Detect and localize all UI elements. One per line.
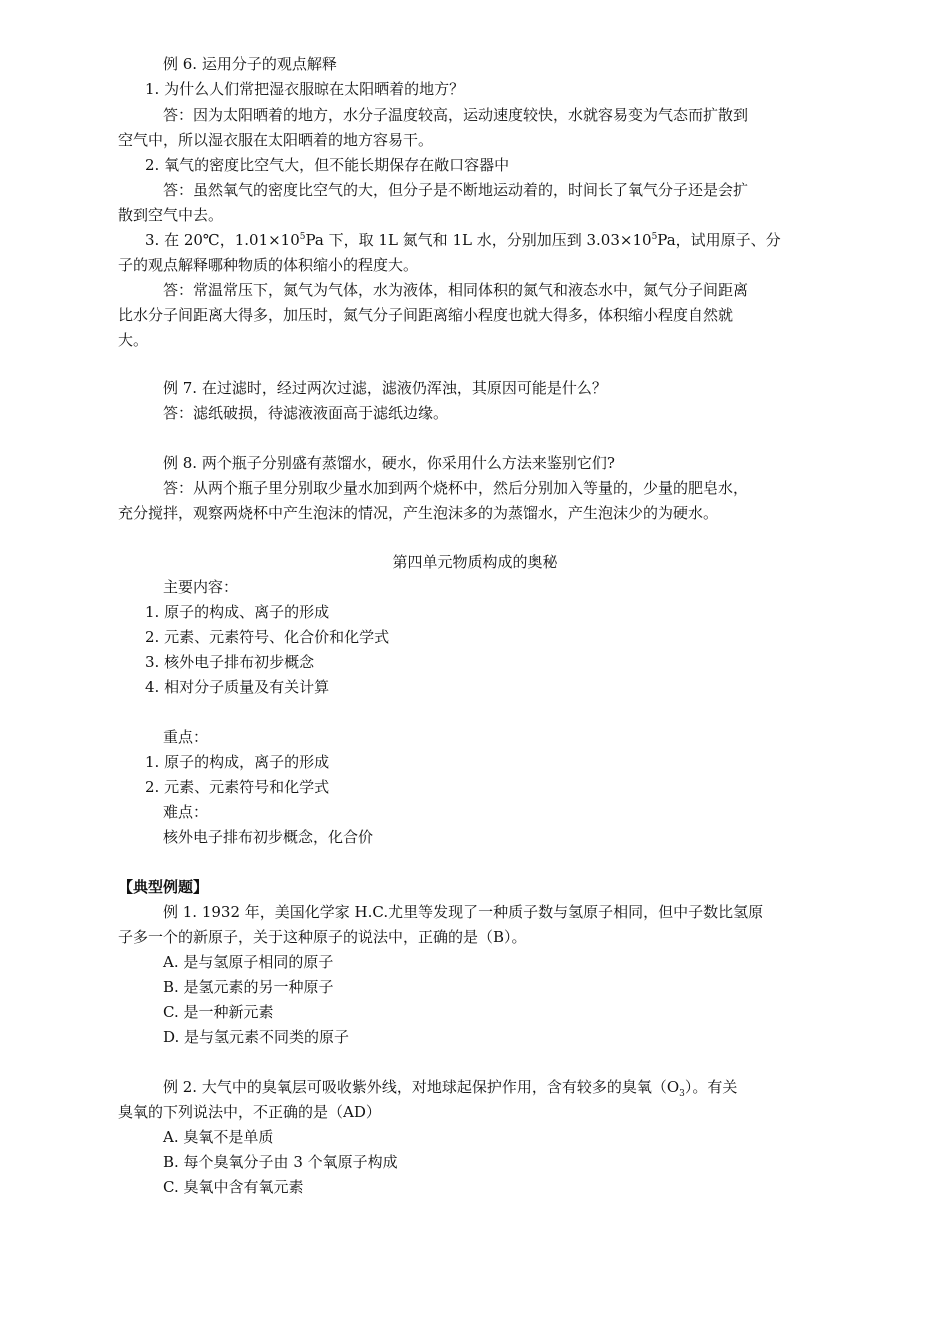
typical-examples-heading: 【典型例题】 xyxy=(118,878,209,896)
example-2-option: A. 臭氧不是单质 xyxy=(163,1128,274,1146)
q3-exponent-2: 5 xyxy=(651,232,658,242)
example-6-answer-3-line-2: 比水分子间距离大得多，加压时，氮气分子间距离缩小程度也就大得多，体积缩小程度自然就 xyxy=(118,306,734,324)
q3-text-c: Pa，试用原子、分 xyxy=(657,231,781,249)
example-7-answer: 答：滤纸破损，待滤液液面高于滤纸边缘。 xyxy=(163,404,449,422)
example-1-option: D. 是与氢元素不同类的原子 xyxy=(163,1028,350,1046)
difficult-points-text: 核外电子排布初步概念，化合价 xyxy=(163,828,374,846)
example-2-option: B. 每个臭氧分子由 3 个氧原子构成 xyxy=(163,1153,398,1171)
ozone-subscript: 3 xyxy=(679,1089,685,1099)
q3-exponent-1: 5 xyxy=(299,232,306,242)
example-6-question-3-line-1 xyxy=(145,228,781,253)
difficult-points-label: 难点： xyxy=(163,803,209,821)
example-8-answer-line-2: 充分搅拌，观察两烧杯中产生泡沫的情况，产生泡沫多的为蒸馏水，产生泡沫少的为硬水。 xyxy=(118,504,719,522)
example-7-question: 例 7. 在过滤时，经过两次过滤，滤液仍浑浊，其原因可能是什么？ xyxy=(163,379,607,397)
typical-example-1-line-2: 子多一个的新原子，关于这种原子的说法中，正确的是（B）。 xyxy=(118,928,527,946)
example-8-answer-line-1: 答：从两个瓶子里分别取少量水加到两个烧杯中，然后分别加入等量的，少量的肥皂水， xyxy=(163,479,749,497)
key-point-item: 1. 原子的构成，离子的形成 xyxy=(145,753,330,771)
example-6-question-2: 2. 氧气的密度比空气大，但不能长期保存在敞口容器中 xyxy=(145,156,510,174)
example-8-question: 例 8. 两个瓶子分别盛有蒸馏水，硬水，你采用什么方法来鉴别它们? xyxy=(163,454,615,472)
example-6-question-1: 1. 为什么人们常把湿衣服晾在太阳晒着的地方？ xyxy=(145,80,465,98)
typical-example-1-line-1: 例 1. 1932 年，美国化学家 H.C.尤里等发现了一种质子数与氢原子相同，但中子数比氢原 xyxy=(163,903,764,921)
typical-example-2-line-1 xyxy=(163,1075,737,1100)
unit-4-title: 第四单元物质构成的奥秘 xyxy=(392,553,558,571)
key-point-item: 2. 元素、元素符号和化学式 xyxy=(145,778,330,796)
example-6-answer-2-line-1: 答：虽然氧气的密度比空气的大，但分子是不断地运动着的，时间长了氧气分子还是会扩 xyxy=(163,181,749,199)
example-6-question-3-line-2: 子的观点解释哪种物质的体积缩小的程度大。 xyxy=(118,256,419,274)
main-content-item: 2. 元素、元素符号、化合价和化学式 xyxy=(145,628,390,646)
example-6-answer-1-line-2: 空气中，所以湿衣服在太阳晒着的地方容易干。 xyxy=(118,131,434,149)
main-content-item: 4. 相对分子质量及有关计算 xyxy=(145,678,330,696)
ex2-text-b: ）。有关 xyxy=(684,1078,738,1096)
example-6-answer-3-line-3: 大。 xyxy=(118,331,149,349)
example-6-answer-2-line-2: 散到空气中去。 xyxy=(118,206,224,224)
key-points-label: 重点： xyxy=(163,728,209,746)
example-6-title: 例 6. 运用分子的观点解释 xyxy=(163,55,337,73)
q3-text-b: Pa 下，取 1L 氮气和 1L 水，分别加压到 3.03×10 xyxy=(305,231,652,249)
ex2-text-a: 例 2. 大气中的臭氧层可吸收紫外线，对地球起保护作用，含有较多的臭氧（O xyxy=(163,1078,680,1096)
example-1-option: B. 是氢元素的另一种原子 xyxy=(163,978,334,996)
example-2-option: C. 臭氧中含有氧元素 xyxy=(163,1178,304,1196)
main-content-label: 主要内容： xyxy=(163,578,239,596)
typical-example-2-line-2: 臭氧的下列说法中，不正确的是（AD） xyxy=(118,1103,381,1121)
example-1-option: A. 是与氢原子相同的原子 xyxy=(163,953,334,971)
main-content-item: 1. 原子的构成、离子的形成 xyxy=(145,603,330,621)
main-content-item: 3. 核外电子排布初步概念 xyxy=(145,653,315,671)
q3-text-a: 3. 在 20℃，1.01×10 xyxy=(145,231,300,249)
example-6-answer-3-line-1: 答：常温常压下，氮气为气体，水为液体，相同体积的氮气和液态水中，氮气分子间距离 xyxy=(163,281,749,299)
example-1-option: C. 是一种新元素 xyxy=(163,1003,274,1021)
example-6-answer-1-line-1: 答：因为太阳晒着的地方，水分子温度较高，运动速度较快，水就容易变为气态而扩散到 xyxy=(163,106,749,124)
